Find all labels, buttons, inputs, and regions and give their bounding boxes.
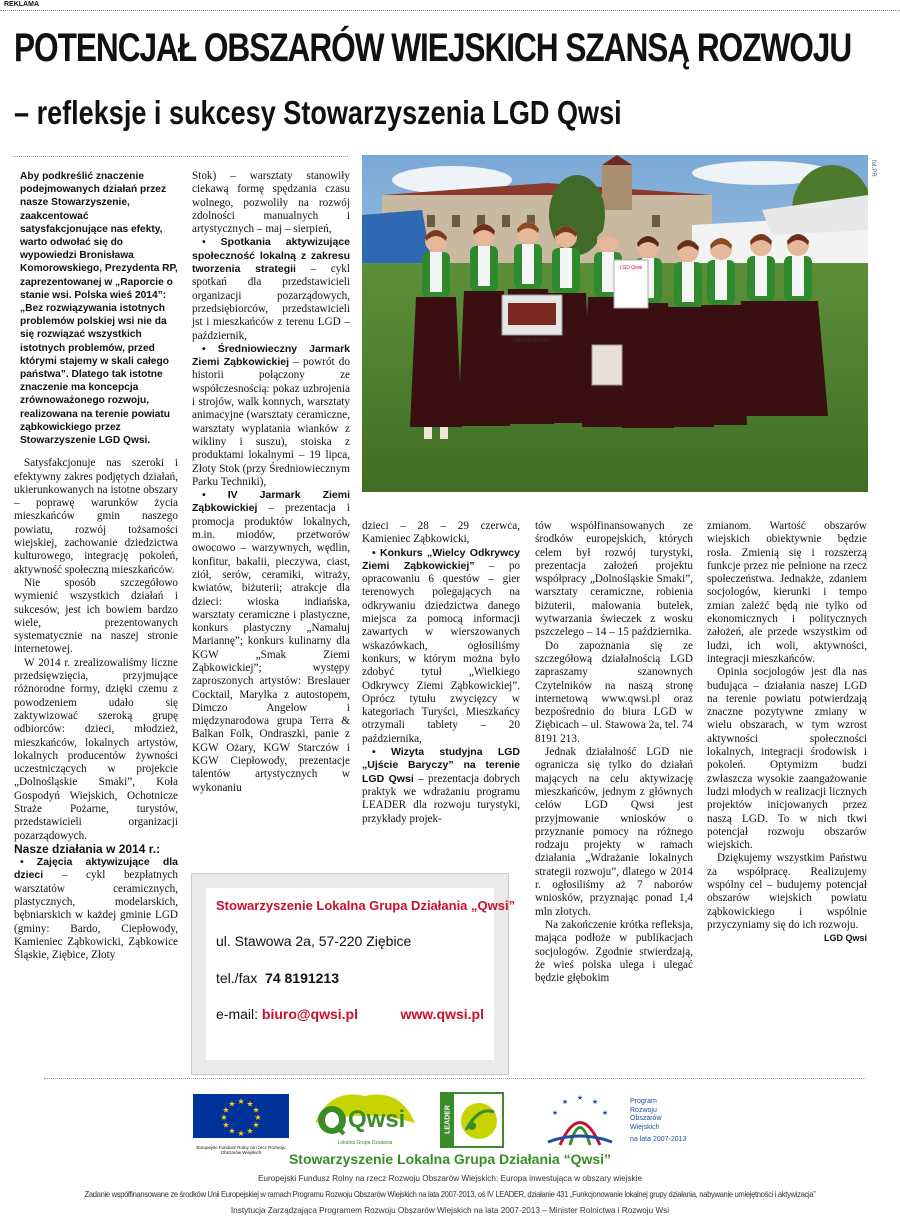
group-of-women <box>410 222 828 439</box>
svg-text:★: ★ <box>254 1113 262 1122</box>
footer-line-1: Europejski Fundusz Rolny na rzecz Rozwoju Obszarów Wiejskich: Europa inwestująca w obszary wiejskie <box>257 1174 643 1183</box>
paragraph: W 2014 r. zrealizowaliśmy liczne przedsięwzięcia, przyjmujące różnorodne formy, dzięki czemu z powodzeniem udało się zaktywizować szeroką grupę odbiorców: dzieci, młodzież, mieszkańców, lokalnych artystów, lokalnych producentów żywności uczestniczących w projekcie „Dolnośląskie Smaki”, Koła Gospodyń Wiejskich, Ochotnicze Straże Pożarne, turystów, przedstawicieli organizacji pozarządowych. <box>14 656 178 842</box>
svg-text:★: ★ <box>237 1097 245 1106</box>
svg-text:★: ★ <box>591 1098 599 1106</box>
paragraph: Stok) – warsztaty stanowiły ciekawą formę spędzania czasu wolnego, pozwoliły na rozwój zdolności manualnych i artystycznych – maj – sierpień, <box>192 170 350 236</box>
svg-text:★: ★ <box>252 1105 260 1115</box>
svg-text:★: ★ <box>252 1120 260 1130</box>
bullet-title: • Spotkania aktywizujące społeczność lokalną z zakresu tworzenia strategii <box>192 236 350 276</box>
svg-text:★: ★ <box>246 1126 254 1136</box>
signature: LGD Qwsi <box>823 933 867 944</box>
bullet-text: – prezentacja i promocja produktów lokalnych, m.in. miodów, przetworów owocowo – warzywnych, wędlin, konfitur, bakalii, pieczywa, ciast, ziół, serów, ceramiki, witraży, kwiatów, biżuterii; atrakcje dla dzieci: wioska indiańska, warsztaty ceramiczne i plastyczne, konkurs plastyczny „Namaluj Mariannę”; konkurs kulinarny dla KGW „Smak Ziemi Ząbkowickiej”; występy zaproszonych artystów: Breslauer Cocktail, Marylka z autostopem, Dimczo Angelow i międzynarodowa grupa Terra & Balkan Folk, Ondraszki, panie z KGW Ożary, KGW Starczów i KGW Ciepłowody, prezentacje talentów artystycznych w wykonaniu <box>192 502 350 794</box>
contact-address: ul. Stawowa 2a, 57-220 Ziębice <box>216 933 412 949</box>
prow-line: Obszarów <box>630 1115 662 1122</box>
article-title: POTENCJAŁ OBSZARÓW WIEJSKICH SZANSĄ ROZWOJU <box>14 26 852 70</box>
prow-line: Rozwoju <box>630 1106 657 1114</box>
bullet-text: – prezentacja dobrych praktyk we wdrażaniu programu LEADER dla rozwoju turystyki, przykłady projek- <box>362 772 520 825</box>
footer-organization-name: Stowarzyszenie Lokalna Grupa Działania “Qwsi” <box>288 1151 612 1167</box>
svg-text:★: ★ <box>246 1099 254 1109</box>
eu-caption: Europejski Fundusz Rolny na rzecz Rozwoju Obszarów Wiejskich <box>196 1145 286 1155</box>
bullet-title: • Wizyta studyjna LGD „Ujście Baryczy” na terenie LGD Qwsi <box>362 746 520 785</box>
bullet-item <box>192 489 350 795</box>
contact-email <box>216 1006 358 1022</box>
bullet-text: – powrót do historii połączony ze współczesnością: pokaz uzbrojenia i strojów, walk konnych, warsztaty animacyjne (warsztaty ceramiczne, warsztaty wyplatania wianków z wikliny i suszu), stoiska z produktami lokalnymi – 19 lipca, Złoty Stok (przy Średniowiecznym Parku Techniki), <box>192 356 350 488</box>
paragraph: Opinia socjologów jest dla nas budująca – działania naszej LGD na terenie powiatu potwierdzają znaczne pozytywne zmiany w wielu obszarach, w tym wzrost aktywności społeczności lokalnych, integracji środowisk i pokoleń. Optymizm budzi zwłaszcza wysokie zaangażowanie ludzi młodych w realizacji licznych projektów inicjowanych przez naszą LGD. To w nich tkwi potencjał rozwoju obszarów wiejskich. <box>707 666 867 852</box>
prow-emblem-icon <box>540 1090 620 1150</box>
column-3 <box>362 520 520 826</box>
section-heading: Nasze działania w 2014 r.: <box>14 841 161 856</box>
leader-logo <box>440 1092 504 1148</box>
top-divider <box>0 10 900 11</box>
title-divider <box>13 156 348 157</box>
column-2 <box>192 170 350 795</box>
bullet-item <box>192 343 350 489</box>
phone-number: 74 8191213 <box>265 970 339 986</box>
bottom-divider <box>44 1078 866 1079</box>
email-link[interactable]: biuro@qwsi.pl <box>261 1006 358 1022</box>
article-subtitle: – refleksje i sukcesy Stowarzyszenia LGD Qwsi <box>14 94 622 131</box>
column-4 <box>535 520 693 985</box>
website-link[interactable]: www.qwsi.pl <box>400 1006 484 1022</box>
svg-text:★: ★ <box>228 1126 236 1136</box>
leader-text: LEADER <box>444 1105 452 1134</box>
paragraph: Jednak działalność LGD nie ogranicza się tylko do działań mających na celu aktywizację mieszkańców, jednym z głównych celów LGD Qwsi jest przyjmowanie wniosków o przyznanie pomocy na różnego rodzaju projekty w ramach działania „Wdrażanie lokalnych strategii rozwoju”, dlatego w 2014 r. ogłosiliśmy aż 7 naborów wniosków, przyznając ponad 1,4 mln złotych. <box>535 746 693 918</box>
photo-box-text: PARTNERSTWO <box>512 338 552 344</box>
svg-text:★: ★ <box>220 1113 228 1122</box>
svg-text:★: ★ <box>551 1109 559 1117</box>
prow-years: na lata 2007-2013 <box>630 1136 687 1143</box>
contact-phone <box>216 970 339 986</box>
paragraph: Nie sposób szczegółowo wymienić wszystkich działań i sukcesów, jest ich bowiem bardzo wiele, prezentowanych systematycznie na naszej stronie internetowej. <box>14 576 178 656</box>
eu-logo <box>193 1094 289 1155</box>
footer-line-2: Zadanie współfinansowane ze środków Unii Europejskiej w ramach Programu Rozwoju Obszarów Wiejskich na lata 2007-2013, oś IV LEADER, działanie 431 „Funkcjonowanie lokalnej grupy działania, nabywanie umiejętności i aktywizacja” <box>84 1190 816 1199</box>
bullet-text: – cykl spotkań dla przedstawicieli organizacji pozarządowych, przedsiębiorców, przedstawicieli jst i mieszkańców z terenu LGD – październik, <box>192 263 350 342</box>
svg-text:★: ★ <box>576 1094 584 1102</box>
prow-logo <box>540 1090 710 1150</box>
advertisement-label: REKLAMA <box>4 1 39 8</box>
bullet-text: – po opracowaniu 6 questów – gier terenowych polegających na odkrywaniu dziedzictwa danego miejsca za pomocą informacji zawartych w wierszowanych wskazówkach, ogłosiliśmy konkurs, w którym można było zdobyć tytuł „Wielkiego Odkrywcy Ziemi Ząbkowickiej”. Oprócz tytułu zwycięzcy w kategoriach Turyści, Mieszkańcy otrzymali tablety – 20 października, <box>362 559 521 745</box>
paragraph: dzieci – 28 – 29 czerwca, Kamieniec Ząbkowicki, <box>362 520 520 546</box>
paragraph: zmianom. Wartość obszarów wiejskich obiektywnie będzie rosła. Zmienią się i rozszerzą funkcje przez nie pełnione na rzecz społeczeństwa. Jednakże, zdaniem socjologów, kierunki i tempo zmian zależć będą nie tylko od ekonomicznych i politycznych założeń, ale przede wszystkim od ludzi, ich woli, aktywności, integracji mieszkańców. <box>707 520 867 665</box>
svg-text:★: ★ <box>601 1109 609 1117</box>
paragraph: Satysfakcjonuje nas szeroki i efektywny zakres podjętych działań, ukierunkowanych na istotne obszary – poprawę warunków życia mieszkańców gmin naszego powiatu, rozwój tożsamości wiejskiej, zachowanie dziedzictwa kulturowego, integrację pokoleń, aktywność społeczną mieszkańców. <box>14 457 178 576</box>
photo-sign-text: LGD Qwsi <box>619 265 643 271</box>
lead-paragraph: Aby podkreślić znaczenie podejmowanych działań przez nasze Stowarzyszenie, zaakcentować satysfakcjonujące nas efekty, warto odwołać się do wypowiedzi Bronisława Komorowskiego, Prezydenta RP, zaprezentowanej w „Raporcie o stanie wsi. Polska wieś 2014”: „Bez rozwiązywania istotnych problemów polskiej wsi nie da się rozwiązać wszystkich istotnych problemów, przed którymi stajemy w skali całego państwa”. Dlatego tak istotne znaczenie ma koncepcja zrównoważonego rozwoju, realizowana na terenie powiatu ząbkowickiego przez Stowarzyszenie LGD Qwsi. <box>20 171 178 447</box>
qwsi-logo <box>310 1088 420 1150</box>
paragraph: Do zapoznania się ze szczegółową działalnością LGD zapraszamy szanownych Czytelników na naszą stronę internetową www.qwsi.pl oraz bezpośrednio do biura LGD w Ziębicach – ul. Stawowa 2a, tel. 74 8191 213. <box>535 639 693 745</box>
prow-text <box>630 1098 686 1145</box>
bullet-item <box>192 236 350 342</box>
bullet-title: • Zajęcia aktywizujące dla dzieci <box>14 856 178 882</box>
leaf-icon <box>456 1098 502 1144</box>
footer-line-3: Instytucja Zarządzająca Programem Rozwoju Obszarów Wiejskich na lata 2007-2013 – Minister Rolnictwa i Rozwoju Wsi <box>230 1206 670 1215</box>
group-photo <box>362 155 868 492</box>
svg-text:★: ★ <box>237 1129 245 1138</box>
contact-box <box>192 874 516 1074</box>
paragraph: Dziękujemy wszystkim Państwu za współpracę. Realizujemy wspólny cel – budujemy potencjał obszarów wiejskich powiatu ząbkowickiego i wspólnie przyczyniamy się do ich rozwoju. <box>707 852 867 931</box>
bullet-item <box>14 856 178 962</box>
bullet-title: • Konkurs „Wielcy Odkrywcy Ziemi Ząbkowickiej” <box>362 546 520 572</box>
prow-line: Wiejskich <box>630 1123 660 1131</box>
paragraph: tów współfinansowanych ze środków europejskich, których celem był rozwój turystyki, prezentacja założeń projektu współpracy „Dolnośląskie Smaki”, warsztaty ceramiczne, robienia biżuterii, malowania butelek, wytwarzania świeczek z wosku pszczelego – 14 – 15 października. <box>535 520 693 639</box>
paragraph: Na zakończenie krótka refleksja, mająca podłoże w publikacjach socjologów. Zgodnie stwierdzają, że wieś polska ulega i ulegać będzie głębokim <box>535 918 693 985</box>
bullet-text: – cykl bezpłatnych warsztatów ceramicznych, plastycznych, modelarskich, bębniarskich w każdej gminie LGD (gminy: Bardo, Ciepłowody, Kamieniec Ząbkowicki, Ząbkowice Śląskie, Ziębice, Złoty <box>14 869 178 962</box>
bullet-item <box>362 547 520 746</box>
phone-label: tel./fax <box>216 970 258 986</box>
prow-line: Program <box>630 1098 657 1105</box>
photo-credit: fot.PR <box>870 160 876 177</box>
email-label: e-mail: <box>216 1006 262 1022</box>
qwsi-caption: Lokalna Grupa Działania <box>337 1140 393 1146</box>
bullet-title: • IV Jarmark Ziemi Ząbkowickiej <box>192 489 350 515</box>
qwsi-word: Qwsi <box>348 1106 406 1133</box>
svg-text:★: ★ <box>222 1120 230 1130</box>
svg-text:★: ★ <box>561 1098 569 1106</box>
column-5 <box>707 520 867 946</box>
bullet-item <box>362 746 520 826</box>
contact-organization-name: Stowarzyszenie Lokalna Grupa Działania „Qwsi” <box>216 898 516 913</box>
bullet-title: • Średniowieczny Jarmark Ziemi Ząbkowickiej <box>192 342 350 369</box>
svg-text:★: ★ <box>222 1105 230 1115</box>
group-photo-illustration <box>362 155 868 492</box>
svg-text:★: ★ <box>228 1099 236 1109</box>
eu-flag-icon <box>193 1094 289 1138</box>
column-1 <box>14 170 178 963</box>
